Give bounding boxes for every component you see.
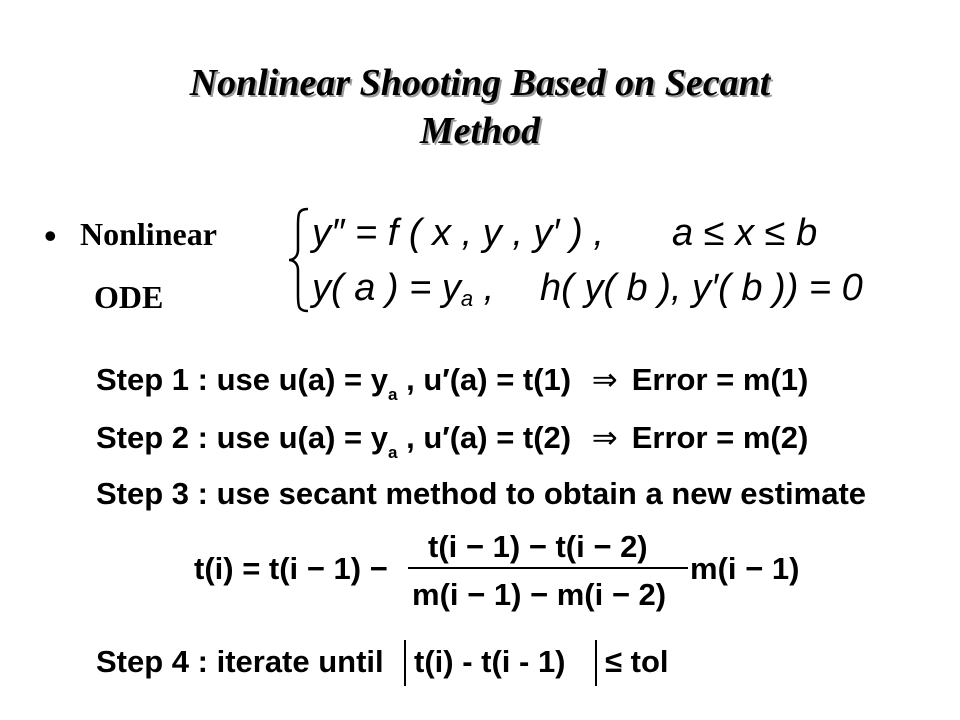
ode-eq2-tail: , [473, 267, 495, 309]
step2-text-b: , u′(a) = t(2) [397, 420, 572, 455]
ode-equation-2-lhs [312, 266, 494, 321]
abs-bar-right [595, 640, 597, 686]
ode-eq2-main: y( a ) = y [312, 267, 461, 309]
implies-arrow-icon: ⇒ [591, 362, 618, 397]
step1-text-c: Error = m(1) [631, 362, 809, 397]
ode-equation-2-rhs: h( y( b ), y′( b )) = 0 [540, 267, 863, 309]
implies-arrow-icon: ⇒ [591, 420, 618, 455]
ode-equation-1-lhs: y″ = f ( x , y , y′ ) , [312, 212, 604, 254]
step1-line [96, 360, 808, 415]
bullet-dot: • [44, 216, 57, 256]
step3-line: Step 3 : use secant method to obtain a new estimate [96, 476, 867, 511]
formula-lhs: t(i) = t(i − 1) − [194, 551, 388, 586]
left-brace-icon [286, 206, 312, 314]
formula-rhs: m(i − 1) [690, 551, 800, 586]
step4-tail: ≤ tol [605, 644, 669, 679]
step2-line [96, 418, 808, 473]
formula-denominator: m(i − 1) − m(i − 2) [412, 577, 667, 612]
step2-text-c: Error = m(2) [631, 420, 809, 455]
ode-eq2-subscript: a [460, 286, 474, 311]
fraction-bar [408, 567, 688, 569]
step4-label: Step 4 : iterate until [96, 644, 384, 679]
step1-text-b: , u′(a) = t(1) [397, 362, 572, 397]
slide-title-line2: Method [419, 110, 541, 152]
bullet-label-line1: Nonlinear [80, 216, 217, 252]
bullet-label-line2: ODE [94, 279, 164, 315]
step1-subscript: a [388, 385, 398, 404]
step2-text-a: Step 2 : use u(a) = y [96, 420, 389, 455]
step4-abs-expression: t(i) - t(i - 1) [414, 644, 566, 679]
ode-equation-1-rhs: a ≤ x ≤ b [672, 212, 818, 254]
step1-text-a: Step 1 : use u(a) = y [96, 362, 389, 397]
abs-bar-left [404, 640, 406, 686]
slide-title-line1: Nonlinear Shooting Based on Secant [189, 62, 771, 104]
step2-subscript: a [388, 443, 398, 462]
formula-numerator: t(i − 1) − t(i − 2) [428, 529, 648, 564]
